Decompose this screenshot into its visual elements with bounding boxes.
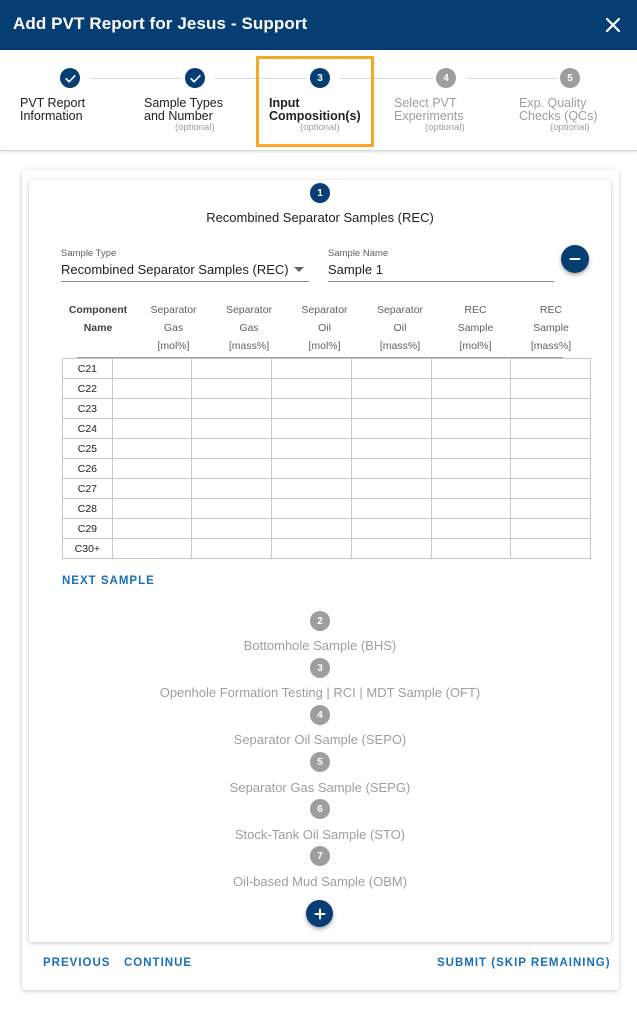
close-icon[interactable] xyxy=(601,13,625,37)
sample-6-title[interactable]: Stock-Tank Oil Sample (STO) xyxy=(234,827,406,842)
step-2-check-icon[interactable] xyxy=(185,68,205,88)
composition-value-cell[interactable] xyxy=(431,459,511,479)
component-name-cell: C30+ xyxy=(63,539,113,559)
composition-value-cell[interactable] xyxy=(431,499,511,519)
composition-value-cell[interactable] xyxy=(431,439,511,459)
composition-value-cell[interactable] xyxy=(192,379,272,399)
plus-icon xyxy=(313,907,327,921)
composition-value-cell[interactable] xyxy=(272,379,352,399)
composition-value-cell[interactable] xyxy=(431,519,511,539)
sample-2-title[interactable]: Bottomhole Sample (BHS) xyxy=(243,638,397,653)
minus-icon xyxy=(568,252,582,266)
header-sep-oil-mol xyxy=(287,301,362,355)
sample-type-select[interactable]: Recombined Separator Samples (REC) xyxy=(61,262,289,277)
sample-type-label: Sample Type xyxy=(61,248,117,259)
composition-value-cell[interactable] xyxy=(351,459,431,479)
composition-value-cell[interactable] xyxy=(112,539,192,559)
composition-value-cell[interactable] xyxy=(351,359,431,379)
table-row xyxy=(63,459,591,479)
step-4-label-line1: Select PVT xyxy=(394,96,457,110)
step-4-number[interactable]: 4 xyxy=(436,68,456,88)
composition-value-cell[interactable] xyxy=(272,359,352,379)
composition-value-cell[interactable] xyxy=(272,459,352,479)
sample-7-title[interactable]: Oil-based Mud Sample (OBM) xyxy=(232,874,408,889)
component-name-cell: C29 xyxy=(63,519,113,539)
composition-value-cell[interactable] xyxy=(272,439,352,459)
header-rec-mol-line2: Sample xyxy=(457,322,494,334)
component-name-cell: C24 xyxy=(63,419,113,439)
header-sep-gas-mass-line1: Separator xyxy=(225,304,273,316)
composition-value-cell[interactable] xyxy=(511,399,591,419)
table-row xyxy=(63,519,591,539)
composition-value-cell[interactable] xyxy=(272,519,352,539)
composition-value-cell[interactable] xyxy=(192,519,272,539)
composition-value-cell[interactable] xyxy=(351,439,431,459)
composition-value-cell[interactable] xyxy=(272,539,352,559)
composition-value-cell[interactable] xyxy=(112,379,192,399)
add-sample-button[interactable] xyxy=(306,900,333,927)
dialog-titlebar xyxy=(0,0,637,50)
composition-value-cell[interactable] xyxy=(431,399,511,419)
step-5-label-line1: Exp. Quality xyxy=(519,96,587,110)
table-row xyxy=(63,359,591,379)
header-sep-oil-mol-line3: [mol%] xyxy=(308,340,341,352)
table-row xyxy=(63,499,591,519)
sample-7-number[interactable]: 7 xyxy=(310,846,330,866)
composition-value-cell[interactable] xyxy=(511,519,591,539)
composition-value-cell[interactable] xyxy=(511,499,591,519)
composition-value-cell[interactable] xyxy=(112,439,192,459)
step-3-label-line2: Composition(s) xyxy=(269,109,361,123)
table-row xyxy=(63,399,591,419)
component-name-cell: C23 xyxy=(63,399,113,419)
component-name-cell: C26 xyxy=(63,459,113,479)
sample-5-title[interactable]: Separator Gas Sample (SEPG) xyxy=(229,780,411,795)
header-rec-mass-line2: Sample xyxy=(533,322,569,334)
component-name-cell: C28 xyxy=(63,499,113,519)
header-sep-gas-mass xyxy=(211,301,287,355)
table-row xyxy=(63,539,591,559)
composition-value-cell[interactable] xyxy=(272,419,352,439)
wizard-stepper xyxy=(0,50,637,151)
step-4-label[interactable] xyxy=(394,97,463,123)
header-component-line2: Name xyxy=(83,322,113,334)
header-sep-oil-mass xyxy=(362,301,438,355)
table-row xyxy=(63,479,591,499)
composition-value-cell[interactable] xyxy=(511,459,591,479)
step-5-number[interactable]: 5 xyxy=(560,68,580,88)
composition-grid xyxy=(62,358,591,559)
sample-2-number[interactable]: 2 xyxy=(310,611,330,631)
composition-value-cell[interactable] xyxy=(431,379,511,399)
composition-value-cell[interactable] xyxy=(192,419,272,439)
composition-value-cell[interactable] xyxy=(272,399,352,419)
composition-value-cell[interactable] xyxy=(272,499,352,519)
next-sample-button[interactable]: NEXT SAMPLE xyxy=(62,575,155,587)
header-sep-gas-mol-line2: Gas xyxy=(163,322,184,334)
header-sep-oil-mass-line3: [mass%] xyxy=(379,340,421,352)
step-5-label[interactable] xyxy=(519,97,597,123)
sample-4-number[interactable]: 4 xyxy=(310,705,330,725)
step-2-optional: (optional) xyxy=(175,122,215,133)
composition-value-cell[interactable] xyxy=(351,379,431,399)
dialog-title: Add PVT Report for Jesus - Support xyxy=(13,14,308,33)
composition-value-cell[interactable] xyxy=(431,479,511,499)
composition-value-cell[interactable] xyxy=(351,479,431,499)
sample-3-number[interactable]: 3 xyxy=(310,658,330,678)
sample-type-underline xyxy=(61,281,309,282)
step-connector xyxy=(90,78,182,79)
composition-value-cell[interactable] xyxy=(272,479,352,499)
composition-value-cell[interactable] xyxy=(351,499,431,519)
submit-skip-remaining-button[interactable]: SUBMIT (SKIP REMAINING) xyxy=(437,957,611,969)
step-2-label[interactable] xyxy=(144,97,223,123)
composition-value-cell[interactable] xyxy=(192,539,272,559)
sample-name-label: Sample Name xyxy=(328,248,389,259)
composition-value-cell[interactable] xyxy=(112,399,192,419)
header-sep-oil-mol-line1: Separator xyxy=(301,304,348,316)
composition-value-cell[interactable] xyxy=(351,419,431,439)
composition-value-cell[interactable] xyxy=(511,379,591,399)
continue-button[interactable]: CONTINUE xyxy=(124,957,193,969)
header-sep-oil-mol-line2: Oil xyxy=(318,322,331,334)
composition-value-cell[interactable] xyxy=(112,479,192,499)
step-connector xyxy=(467,78,558,79)
header-rec-mol xyxy=(438,301,513,355)
composition-value-cell[interactable] xyxy=(511,539,591,559)
composition-value-cell[interactable] xyxy=(192,499,272,519)
step-4-label-line2: Experiments xyxy=(394,109,464,123)
step-3-label[interactable] xyxy=(269,97,361,123)
step-1-label-line2: Information xyxy=(20,109,83,123)
composition-value-cell[interactable] xyxy=(431,359,511,379)
composition-value-cell[interactable] xyxy=(351,539,431,559)
component-name-cell: C27 xyxy=(63,479,113,499)
table-row xyxy=(63,379,591,399)
sample-6-number[interactable]: 6 xyxy=(310,799,330,819)
table-row xyxy=(63,419,591,439)
step-1-label-line1: PVT Report xyxy=(20,96,86,110)
remove-sample-button[interactable] xyxy=(561,245,589,273)
composition-value-cell[interactable] xyxy=(351,519,431,539)
step-5-optional: (optional) xyxy=(550,122,590,133)
component-name-cell: C25 xyxy=(63,439,113,459)
composition-value-cell[interactable] xyxy=(192,359,272,379)
composition-value-cell[interactable] xyxy=(192,479,272,499)
composition-value-cell[interactable] xyxy=(112,519,192,539)
header-rec-mass-line3: [mass%] xyxy=(530,340,572,352)
step-2-label-line2: and Number xyxy=(144,109,213,123)
step-1-check-icon[interactable] xyxy=(60,68,80,88)
step-3-label-line1: Input xyxy=(269,96,300,110)
table-row xyxy=(63,439,591,459)
composition-value-cell[interactable] xyxy=(112,419,192,439)
composition-value-cell[interactable] xyxy=(192,459,272,479)
composition-value-cell[interactable] xyxy=(351,399,431,419)
header-component-line1: Component xyxy=(68,304,128,316)
composition-value-cell[interactable] xyxy=(431,539,511,559)
sample-1-title: Recombined Separator Samples (REC) xyxy=(206,210,434,225)
composition-value-cell[interactable] xyxy=(112,359,192,379)
composition-value-cell[interactable] xyxy=(511,359,591,379)
step-4-optional: (optional) xyxy=(425,122,465,133)
previous-button[interactable]: PREVIOUS xyxy=(43,957,111,969)
header-rec-mol-line3: [mol%] xyxy=(459,340,492,352)
component-name-cell: C21 xyxy=(63,359,113,379)
composition-value-cell[interactable] xyxy=(511,439,591,459)
step-3-number[interactable]: 3 xyxy=(310,68,330,88)
step-2-label-line1: Sample Types xyxy=(144,96,223,110)
header-component-name xyxy=(62,301,134,337)
header-sep-gas-mass-line3: [mass%] xyxy=(228,340,270,352)
header-sep-gas-mass-line2: Gas xyxy=(239,322,259,334)
composition-value-cell[interactable] xyxy=(511,479,591,499)
header-sep-gas-mol-line3: [mol%] xyxy=(157,340,190,352)
header-rec-mass-line1: REC xyxy=(539,304,563,316)
header-sep-gas-mol-line1: Separator xyxy=(150,304,197,316)
composition-value-cell[interactable] xyxy=(112,499,192,519)
chevron-down-icon[interactable] xyxy=(294,267,304,272)
header-sep-oil-mass-line2: Oil xyxy=(393,322,407,334)
header-sep-oil-mass-line1: Separator xyxy=(376,304,424,316)
component-name-cell: C22 xyxy=(63,379,113,399)
step-1-label[interactable] xyxy=(20,97,85,123)
sample-1-number[interactable]: 1 xyxy=(310,183,330,203)
header-sep-gas-mol xyxy=(136,301,211,355)
header-rec-mass xyxy=(513,301,589,355)
step-3-optional: (optional) xyxy=(300,122,340,133)
composition-value-cell[interactable] xyxy=(192,439,272,459)
sample-3-title[interactable]: Openhole Formation Testing | RCI | MDT Sample (OFT) xyxy=(159,685,481,700)
sample-name-underline xyxy=(328,281,554,282)
composition-value-cell[interactable] xyxy=(192,399,272,419)
composition-value-cell[interactable] xyxy=(112,459,192,479)
sample-name-input[interactable]: Sample 1 xyxy=(328,262,383,277)
sample-5-number[interactable]: 5 xyxy=(310,752,330,772)
composition-value-cell[interactable] xyxy=(431,419,511,439)
step-5-label-line2: Checks (QCs) xyxy=(519,109,598,123)
sample-4-title[interactable]: Separator Oil Sample (SEPO) xyxy=(233,732,407,747)
composition-value-cell[interactable] xyxy=(511,419,591,439)
header-rec-mol-line1: REC xyxy=(464,304,487,316)
